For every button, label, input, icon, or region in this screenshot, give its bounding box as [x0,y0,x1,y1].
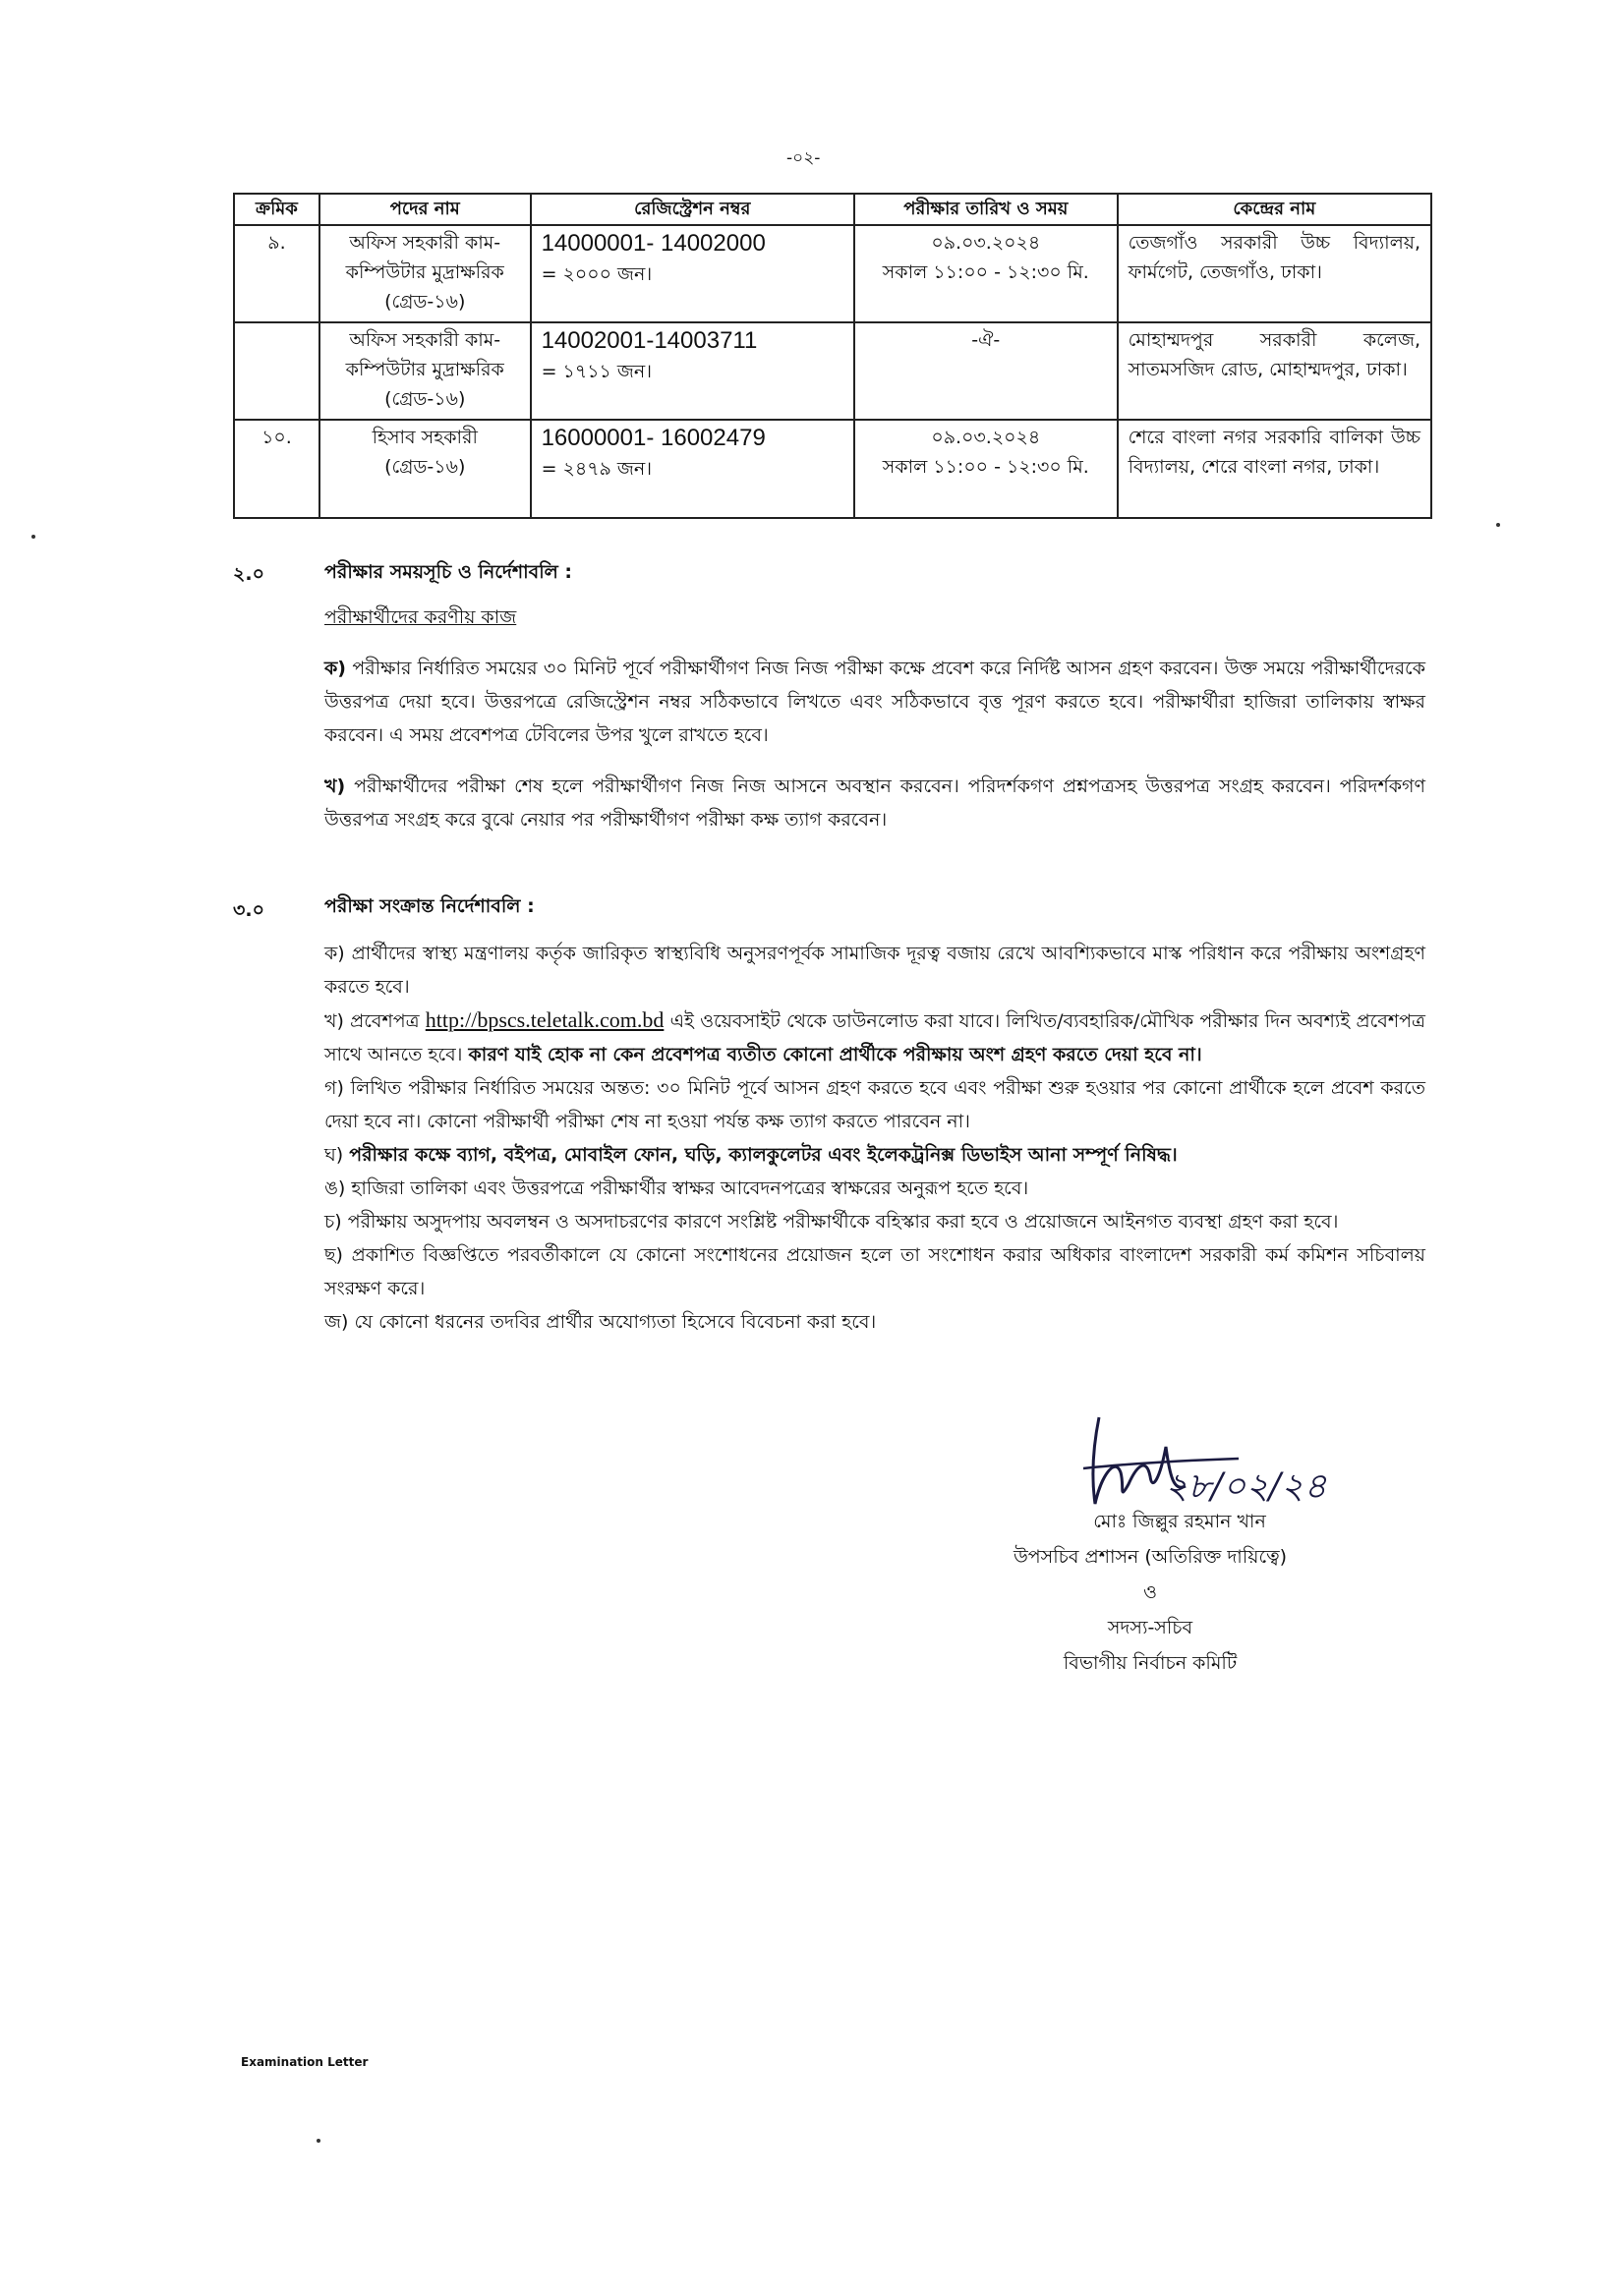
signatory-name: মোঃ জিল্লুর রহমান খান [1093,1511,1266,1532]
row-center: শেরে বাংলা নগর সরকারি বালিকা উচ্চ বিদ্যালয়, শেরে বাংলা নগর, ঢাকা। [1118,420,1431,518]
section3-item-ga: গ) লিখিত পরীক্ষার নির্ধারিত সময়ের অন্তত: ৩০ মিনিট পূর্বে আসন গ্রহণ করতে হবে এবং পরীক্ষা শুরু হওয়ার পর কোনো প্রার্থীকে হলে প্রবেশ করতে দেয়া হবে না। কোনো পরীক্ষার্থী পরীক্ষা শেষ না হওয়া পর্যন্ত কক্ষ ত্যাগ করতে পারবেন না। [324,1077,1425,1132]
exam-schedule-table [233,193,1432,519]
section3-item-ka: ক) প্রার্থীদের স্বাস্থ্য মন্ত্রণালয় কর্তৃক জারিকৃত স্বাস্থ্যবিধি অনুসরণপূর্বক সামাজিক দূরত্ব বজায় রেখে আবশ্যিকভাবে মাস্ক পরিধান করে পরীক্ষায় অংশগ্রহণ করতে হবে। [324,943,1425,998]
row-center: তেজগাঁও সরকারী উচ্চ বিদ্যালয়, ফার্মগেট, তেজগাঁও, ঢাকা। [1118,225,1431,322]
row-date-time [854,322,1118,420]
row-serial: ১০. [234,420,319,518]
row-date-time [854,420,1118,518]
section2-para-kha [324,770,1425,836]
table-row [234,420,1431,518]
table-header-row [234,194,1431,225]
signature-date: ২৮/০২/২৪ [1165,1466,1327,1507]
section3-number: ৩.০ [233,899,264,921]
item-gha-bold: পরীক্ষার কক্ষে ব্যাগ, বইপত্র, মোবাইল ফোন, ঘড়ি, ক্যালকুলেটর এবং ইলেকট্রনিক্স ডিভাইস আনা সম্পূর্ণ নিষিদ্ধ। [349,1144,1178,1166]
registration-count: = ২০০০ জন। [541,263,653,285]
section2-title: পরীক্ষার সময়সূচি ও নির্দেশাবলি : [324,561,573,583]
exam-date: ০৯.০৩.২০২৪ [931,232,1041,254]
section2-para-ka [324,652,1425,752]
page-number: -০২- [786,148,821,168]
scan-mark [1496,523,1500,527]
row-serial [234,322,319,420]
section3-title: পরীক্ষা সংক্রান্ত নির্দেশাবলি : [324,895,535,917]
table-row [234,322,1431,420]
header-registration: রেজিস্ট্রেশন নম্বর [531,194,854,225]
row-registration [531,225,854,322]
item-kha-mid: এই ওয়েবসাইট থেকে ডাউনলোড করা যাবে। লিখিত/ব্যবহারিক/মৌখিক পরীক্ষার দিন অবশ্যই প্রবেশপত্র সাথে আনতে হবে। [324,1010,1425,1065]
registration-range: 14000001- 14002000 [541,230,766,257]
para-kha-text: পরীক্ষার্থীদের পরীক্ষা শেষ হলে পরীক্ষার্থীগণ নিজ নিজ আসনে অবস্থান করবেন। পরিদর্শকগণ প্রশ্নপত্রসহ উত্তরপত্র সংগ্রহ করবেন। পরিদর্শকগণ উত্তরপত্র সংগ্রহ করে বুঝে নেয়ার পর পরীক্ষার্থীগণ পরীক্ষা কক্ষ ত্যাগ করবেন। [324,775,1425,831]
row-date-time [854,225,1118,322]
admit-card-link[interactable]: http://bpscs.teletalk.com.bd [425,1007,665,1032]
row-post: হিসাব সহকারী (গ্রেড-১৬) [319,420,531,518]
exam-time: সকাল ১১:০০ - ১২:৩০ মি. [882,456,1089,478]
signatory-and: ও [1143,1581,1157,1603]
section2 [324,555,1425,836]
signatory-designation: উপসচিব প্রশাসন (অতিরিক্ত দায়িত্বে) [1013,1546,1288,1568]
exam-date: -ঐ- [971,329,1001,351]
header-center: কেন্দ্রের নাম [1118,194,1431,225]
section3-item-chha: ছ) প্রকাশিত বিজ্ঞপ্তিতে পরবর্তীকালে যে কোনো সংশোধনের প্রয়োজন হলে তা সংশোধন করার অধিকার বাংলাদেশ সরকারী কর্ম কমিশন সচিবালয় সংরক্ষণ করে। [324,1244,1425,1299]
section2-number: ২.০ [233,563,264,585]
registration-count: = ২৪৭৯ জন। [541,458,653,480]
signature-block [954,1504,1347,1681]
exam-time: সকাল ১১:০০ - ১২:৩০ মি. [882,261,1089,283]
para-kha-label: খ) [324,775,346,797]
section3-item-gha [324,1138,1425,1172]
row-serial: ৯. [234,225,319,322]
section3-item-cha: চ) পরীক্ষায় অসুদপায় অবলম্বন ও অসদাচরণের কারণে সংশ্লিষ্ট পরীক্ষার্থীকে বহিস্কার করা হবে ও প্রয়োজনে আইনগত ব্যবস্থা গ্রহণ করা হবে। [324,1211,1339,1233]
row-center: মোহাম্মদপুর সরকারী কলেজ, সাতমসজিদ রোড, মোহাম্মদপুর, ঢাকা। [1118,322,1431,420]
row-post: অফিস সহকারী কাম-কম্পিউটার মুদ্রাক্ষরিক (গ্রেড-১৬) [319,322,531,420]
item-kha-pre: খ) প্রবেশপত্র [324,1010,420,1032]
section2-subheading: পরীক্ষার্থীদের করণীয় কাজ [324,606,517,628]
registration-count: = ১৭১১ জন। [541,361,653,382]
row-post: অফিস সহকারী কাম-কম্পিউটার মুদ্রাক্ষরিক (গ্রেড-১৬) [319,225,531,322]
section3-item-kha [324,1004,1425,1071]
header-post: পদের নাম [319,194,531,225]
section3-item-ja: জ) যে কোনো ধরনের তদবির প্রার্থীর অযোগ্যতা হিসেবে বিবেচনা করা হবে। [324,1311,877,1333]
signatory-role: সদস্য-সচিব [1107,1617,1193,1638]
footer-label: Examination Letter [241,2055,369,2069]
para-ka-label: ক) [324,658,346,679]
exam-date: ০৯.০৩.২০২৪ [931,427,1041,448]
signatory-committee: বিভাগীয় নির্বাচন কমিটি [1063,1652,1238,1674]
section3 [324,890,1425,1339]
row-registration [531,420,854,518]
header-serial: ক্রমিক [234,194,319,225]
para-ka-text: পরীক্ষার নির্ধারিত সময়ের ৩০ মিনিট পূর্বে পরীক্ষার্থীগণ নিজ নিজ পরীক্ষা কক্ষে প্রবেশ করে নির্দিষ্ট আসন গ্রহণ করবেন। উক্ত সময়ে পরীক্ষার্থীদেরকে উত্তরপত্র দেয়া হবে। উত্তরপত্রে রেজিস্ট্রেশন নম্বর সঠিকভাবে লিখতে এবং সঠিকভাবে বৃত্ত পূরণ করতে হবে। পরীক্ষার্থীরা হাজিরা তালিকায় স্বাক্ষর করবেন। এ সময় প্রবেশপত্র টেবিলের উপর খুলে রাখতে হবে। [324,658,1425,746]
registration-range: 16000001- 16002479 [541,425,766,451]
item-gha-label: ঘ) [324,1144,344,1166]
scan-mark [317,2139,320,2143]
header-date-time: পরীক্ষার তারিখ ও সময় [854,194,1118,225]
table-row [234,225,1431,322]
section3-item-uma: ঙ) হাজিরা তালিকা এবং উত্তরপত্রে পরীক্ষার্থীর স্বাক্ষর আবেদনপত্রের স্বাক্ষরের অনুরূপ হতে হবে। [324,1177,1029,1199]
item-kha-bold: কারণ যাই হোক না কেন প্রবেশপত্র ব্যতীত কোনো প্রার্থীকে পরীক্ষায় অংশ গ্রহণ করতে দেয়া হবে না। [468,1044,1202,1065]
row-registration [531,322,854,420]
registration-range: 14002001-14003711 [541,327,758,354]
scan-mark [31,535,35,539]
